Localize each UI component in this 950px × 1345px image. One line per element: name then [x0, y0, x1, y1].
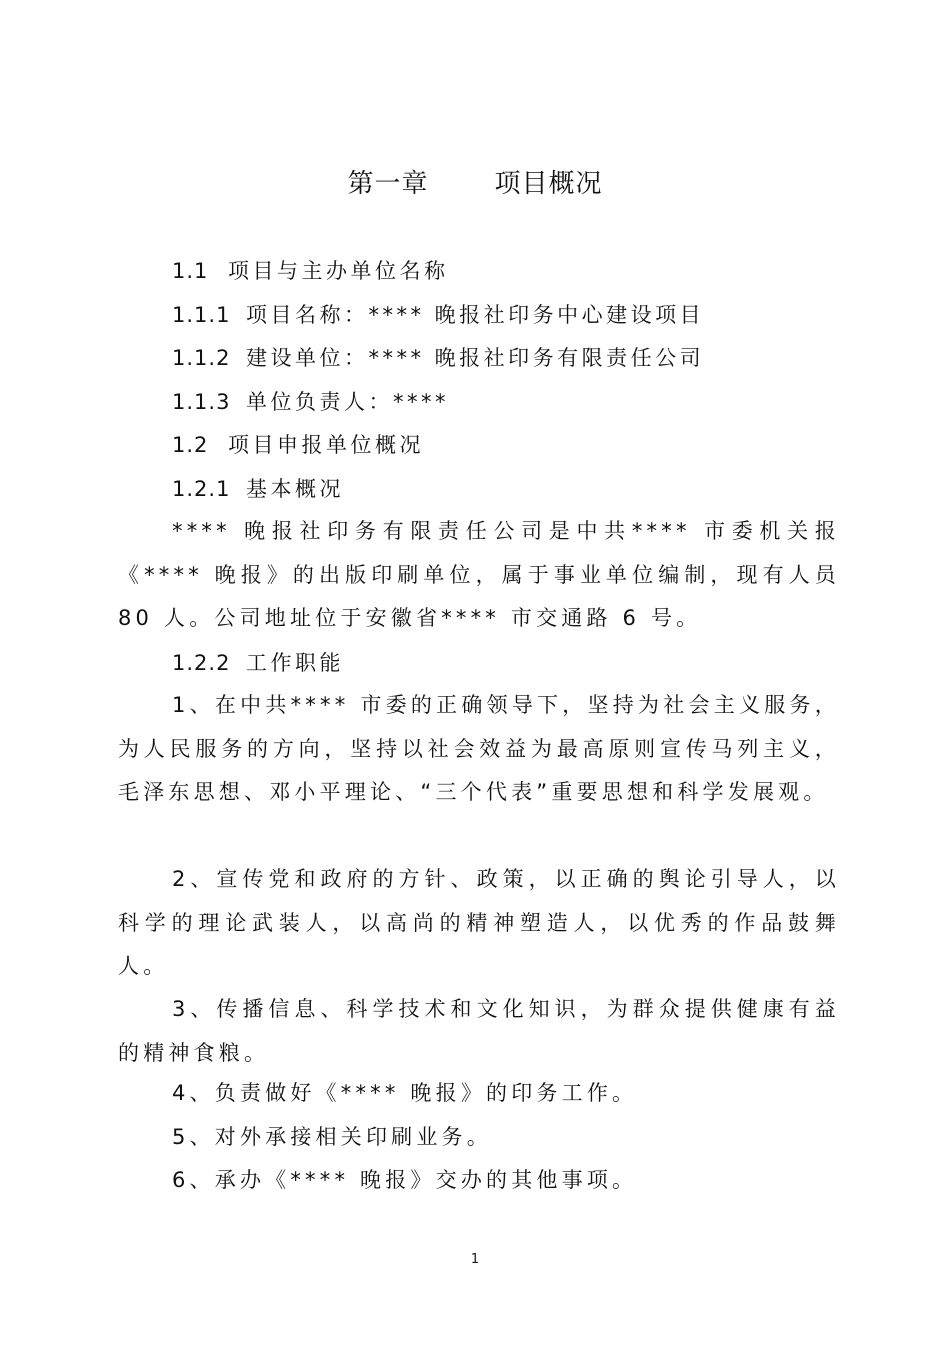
chapter-number: 第一章 — [347, 169, 429, 199]
section-text: 项目与主办单位名称 — [228, 259, 449, 283]
duty-paragraph: 1、在中共**** 市委的正确领导下，坚持为社会主义服务，为人民服务的方向，坚持以社会效益为最高原则宣传马列主义，毛泽东思想、邓小平理论、“三个代表”重要思想和科学发展观。 — [118, 693, 840, 804]
basic-overview-paragraph: **** 晚报社印务有限责任公司是中共**** 市委机关报《**** 晚报》的出版印刷单位，属于事业单位编制，现有人员 80 人。公司地址位于安徽省**** 市交通路 6 号。 — [118, 519, 840, 630]
subsection-heading — [172, 648, 344, 678]
section-heading — [172, 256, 449, 286]
subsection-heading — [172, 387, 449, 417]
section-number: 1.2.1 — [172, 477, 231, 501]
section-number: 1.1.1 — [172, 303, 231, 327]
section-text: 建设单位：**** 晚报社印务有限责任公司 — [246, 346, 705, 370]
section-number: 1.1.2 — [172, 346, 231, 370]
page-number: 1 — [470, 1252, 480, 1267]
duty-item: 6、承办《**** 晚报》交办的其他事项。 — [172, 1168, 638, 1192]
section-number: 1.1 — [172, 259, 209, 283]
section-text: 项目申报单位概况 — [228, 433, 424, 457]
subsection-heading — [172, 300, 704, 330]
section-text: 项目名称：**** 晚报社印务中心建设项目 — [246, 303, 705, 327]
chapter-name: 项目概况 — [494, 169, 603, 199]
section-number: 1.1.3 — [172, 390, 231, 414]
duty-paragraph: 3、传播信息、科学技术和文化知识，为群众提供健康有益的精神食粮。 — [118, 997, 840, 1065]
section-number: 1.2.2 — [172, 651, 231, 675]
duty-item: 5、对外承接相关印刷业务。 — [172, 1125, 492, 1149]
subsection-heading — [172, 474, 344, 504]
chapter-title — [0, 164, 950, 204]
duty-item: 4、负责做好《**** 晚报》的印务工作。 — [172, 1081, 638, 1105]
subsection-heading — [172, 343, 704, 373]
section-text: 单位负责人：**** — [246, 390, 449, 414]
section-text: 工作职能 — [246, 651, 344, 675]
section-number: 1.2 — [172, 433, 209, 457]
duty-paragraph: 2、宣传党和政府的方针、政策，以正确的舆论引导人，以科学的理论武装人，以高尚的精神塑造人，以优秀的作品鼓舞人。 — [118, 867, 840, 978]
section-heading — [172, 430, 424, 460]
section-text: 基本概况 — [246, 477, 344, 501]
